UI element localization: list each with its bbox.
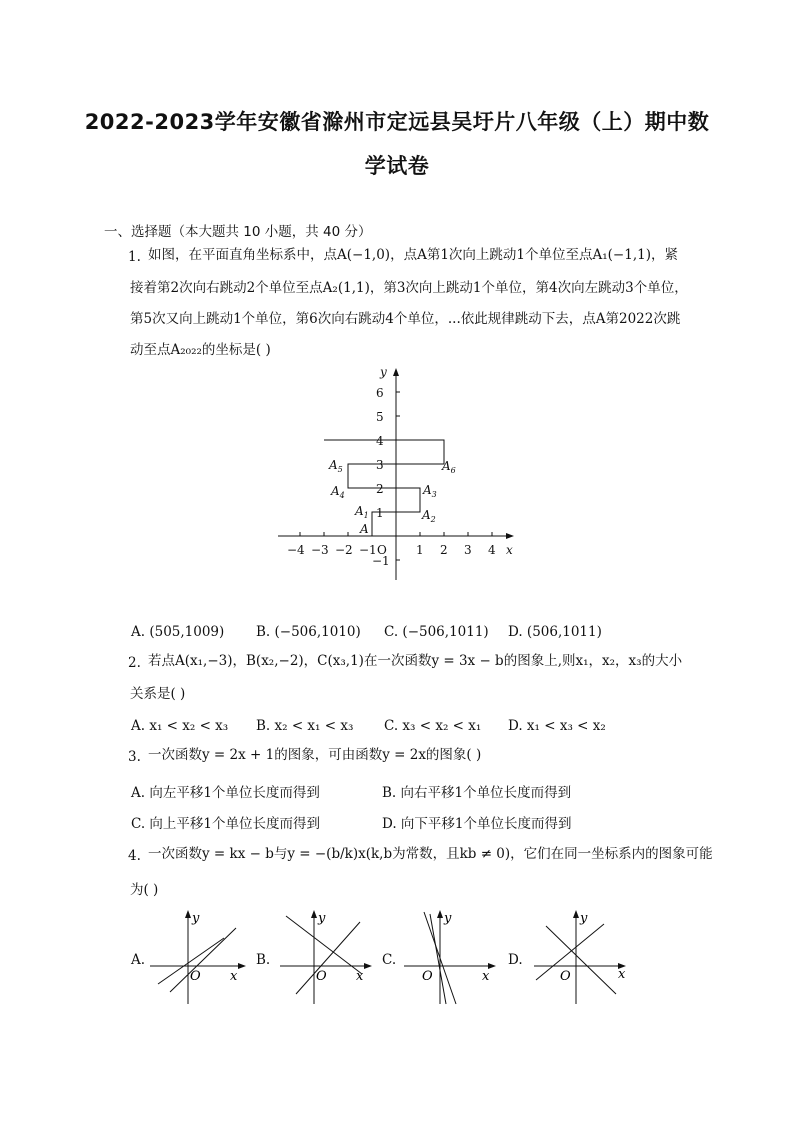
q1-point-A4: $A_4$: [331, 484, 345, 500]
q1-ytick-5: 5: [376, 410, 384, 424]
q4-a-y: y: [192, 911, 200, 926]
q1-y-label: y: [380, 365, 387, 379]
q3-option-b[interactable]: B. 向右平移1个单位长度而得到: [382, 785, 572, 801]
q2-number: 2.: [128, 655, 141, 671]
q3-number: 3.: [128, 749, 141, 765]
q1-ytick-3: 3: [376, 458, 384, 472]
q1-line4: 动至点A₂₀₂₂的坐标是( ): [130, 342, 271, 358]
page-title-line2: 学试卷: [364, 154, 430, 178]
q4-b-origin: O: [316, 969, 327, 984]
q3-option-c[interactable]: C. 向上平移1个单位长度而得到: [131, 816, 321, 832]
q4-option-b-label[interactable]: B.: [256, 952, 271, 968]
q1-xtick-4: 4: [488, 543, 496, 557]
page-title-line1: 2022-2023学年安徽省滁州市定远县吴圩片八年级（上）期中数: [84, 110, 710, 134]
section-heading: 一、选择题（本大题共 10 小题，共 40 分）: [104, 224, 372, 240]
q2-option-d[interactable]: D. x₁ < x₃ < x₂: [508, 718, 606, 734]
q1-line2: 接着第2次向右跳动2个单位至点A₂(1,1)，第3次向上跳动1个单位，第4次向左跳动3个单位，: [130, 280, 688, 296]
q1-coordinate-figure: [270, 362, 530, 587]
q1-xtick-m2: −2: [335, 543, 353, 557]
q2-line1: 若点A(x₁,−3)，B(x₂,−2)，C(x₃,1)在一次函数y = 3x − b的图象上,则x₁，x₂，x₃的大小: [148, 653, 683, 669]
q3-option-d[interactable]: D. 向下平移1个单位长度而得到: [382, 816, 572, 832]
q1-point-A6: $A_6$: [442, 459, 456, 475]
q1-point-A2: $A_2$: [422, 508, 436, 524]
q1-point-A1: $A_1$: [355, 504, 369, 520]
q1-point-A: A: [360, 522, 369, 536]
q1-ytick-6: 6: [376, 386, 384, 400]
q1-ytick-4: 4: [376, 434, 384, 448]
q3-option-a[interactable]: A. 向左平移1个单位长度而得到: [131, 785, 320, 801]
q4-d-y: y: [580, 911, 588, 926]
q2-option-b[interactable]: B. x₂ < x₁ < x₃: [256, 718, 354, 734]
q2-line2: 关系是( ): [130, 686, 186, 702]
q1-x-label: x: [506, 543, 513, 557]
q4-option-d-label[interactable]: D.: [508, 952, 523, 968]
q1-point-A5: $A_5$: [329, 458, 343, 474]
q4-a-x: x: [230, 969, 238, 984]
q2-option-a[interactable]: A. x₁ < x₂ < x₃: [131, 718, 229, 734]
q4-c-origin: O: [422, 969, 433, 984]
q4-line2: 为( ): [130, 882, 159, 898]
q1-option-a[interactable]: A. (505,1009): [131, 624, 225, 640]
q1-line3: 第5次又向上跳动1个单位，第6次向右跳动4个单位，...依此规律跳动下去，点A第2022次跳: [130, 311, 681, 327]
q1-xtick-3: 3: [464, 543, 472, 557]
q4-d-x: x: [618, 967, 626, 982]
q1-ytick-1: 1: [376, 506, 384, 520]
q4-a-origin: O: [190, 969, 201, 984]
q1-x-arrow-icon: [506, 533, 514, 539]
q1-ytick-2: 2: [376, 482, 384, 496]
q4-option-a-graph[interactable]: [150, 908, 250, 1008]
q1-xtick-m3: −3: [311, 543, 329, 557]
q1-option-d[interactable]: D. (506,1011): [508, 624, 602, 640]
q1-origin-label: O: [377, 543, 387, 557]
q1-number: 1.: [128, 249, 141, 265]
q4-option-c-graph[interactable]: [400, 908, 500, 1008]
q1-point-A3: $A_3$: [423, 483, 437, 499]
q1-xtick-m4: −4: [287, 543, 305, 557]
q4-c-y: y: [444, 911, 452, 926]
q2-option-c[interactable]: C. x₃ < x₂ < x₁: [384, 718, 482, 734]
q1-xtick-m1: −1: [359, 543, 377, 557]
q4-d-origin: O: [560, 969, 571, 984]
q1-xtick-2: 2: [440, 543, 448, 557]
q1-line1: 如图，在平面直角坐标系中，点A(−1,0)，点A第1次向上跳动1个单位至点A₁(−1,1)，紧: [148, 247, 678, 263]
q4-line1: 一次函数y = kx − b与y = −(b/k)x(k,b为常数，且kb ≠ 0)，它们在同一坐标系内的图象可能: [148, 846, 713, 862]
q4-c-x: x: [482, 969, 490, 984]
q4-option-a-label[interactable]: A.: [131, 952, 146, 968]
q4-b-y: y: [318, 911, 326, 926]
q1-y-arrow-icon: [393, 368, 399, 376]
q4-option-c-label[interactable]: C.: [382, 952, 397, 968]
q1-option-b[interactable]: B. (−506,1010): [256, 624, 361, 640]
q3-line1: 一次函数y = 2x + 1的图象，可由函数y = 2x的图象( ): [148, 747, 482, 763]
q4-option-b-graph[interactable]: [276, 908, 376, 1008]
q4-option-d-graph[interactable]: [530, 908, 630, 1008]
q4-b-x: x: [356, 969, 364, 984]
q1-option-c[interactable]: C. (−506,1011): [384, 624, 489, 640]
q4-number: 4.: [128, 848, 141, 864]
q1-xtick-1: 1: [416, 543, 424, 557]
q1-ytick-m1: −1: [372, 554, 390, 568]
